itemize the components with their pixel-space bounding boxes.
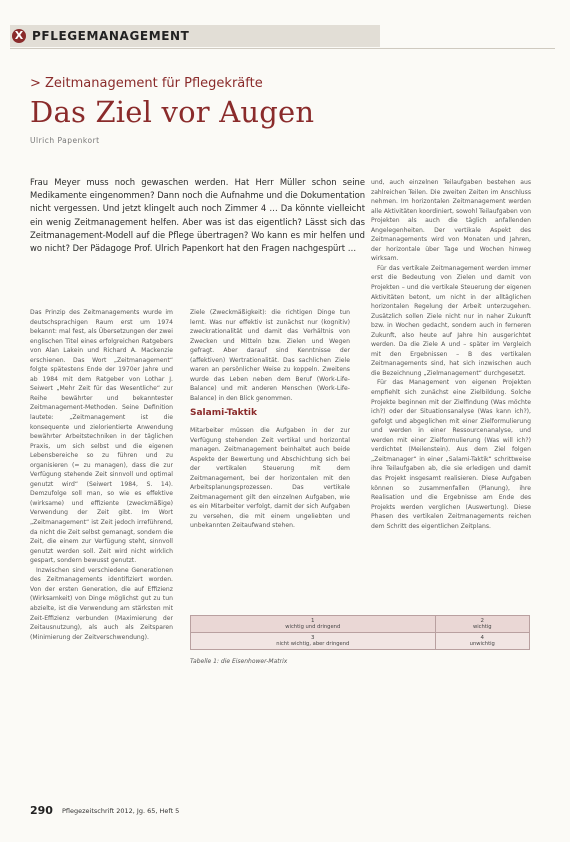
body-paragraph: Mitarbeiter müssen die Aufgaben in der zur Verfügung stehenden Zeit vertikal und horizontal managen. Zeitmanagement beinhaltet auch beide Aspekte der Bewertung und Abschichtung sich bei der vertikalen Steuerung mit dem Zeitmanagement, bei der horizontalen mit den Arbeitsplanungsprozessen. Das vertikale Zeitmanagement gilt den einzelnen Aufgaben, wie es ein Mitarbeiter verfolgt, damit der sich Aufgaben zu versehen, die mit einem ungeliebten und unbekannten Zeitaufwand stehen. xyxy=(190,427,350,530)
section-rule xyxy=(10,48,555,49)
body-column-2-bottom xyxy=(190,426,350,608)
table-cell xyxy=(435,633,529,650)
section-heading: PFLEGEMANAGEMENT xyxy=(32,29,190,43)
table-caption: Tabelle 1: die Eisenhower-Matrix xyxy=(190,658,288,665)
section-badge-icon: X xyxy=(12,29,26,43)
table-cell xyxy=(191,616,436,633)
cell-label: unwichtig xyxy=(469,641,495,647)
body-paragraph: Das Prinzip des Zeitmanagements wurde im deutschsprachigen Raum erst um 1974 bekannt: mal fest, als Übersetzungen der zwei englischen Titel eines erfolgreichen Ratgebers von Alan Lakein und Richard A. Mackenzie erschienen. Das Wort „Zeitmanagement“ folgte spätestens Ende der 1970er Jahre und ab 1984 mit dem Ratgeber von Lothar J. Seiwert „Mehr Zeit für das Wesentliche“ zur Reihe bewährter und bekanntester Zeitmanagement-Methoden. Seine Definition lautete: „Zeitmanagement ist die konsequente und zielorientierte Anwendung bewährter Arbeitstechniken in der täglichen Praxis, um sich selbst und die eigenen Lebensbereiche so zu führen und zu organisieren (= zu managen), dass die zur Verfügung stehende Zeit sinnvoll und optimal genutzt wird“ (Seiwert 1984, S. 14). Demzufolge soll man, so wie es effektive (wirksame) und effiziente (zweckmäßige) Verwendung der Zeit gibt. Im Wort „Zeitmanagement“ ist Zeit jedoch irreführend, da nicht die Zeit selbst gemanagt, sondern die Zeit, die einem zur Verfügung steht, sinnvoll genutzt werden soll. Zeit wird nicht wirklich gespart, sondern bewusst genutzt. xyxy=(30,309,173,565)
article-kicker: > Zeitmanagement für Pflegekräfte xyxy=(30,76,263,91)
table-cell xyxy=(191,633,436,650)
cell-label: wichtig und dringend xyxy=(285,624,341,630)
cell-number: 4 xyxy=(480,635,485,641)
body-column-1 xyxy=(30,308,173,838)
cell-label: wichtig xyxy=(472,624,492,630)
body-paragraph: Inzwischen sind verschiedene Generationen des Zeitmanagements identifiziert worden. Von der ersten Generation, die auf Effizienz (Wirksamkeit) von Dinge möglichst gut zu tun abzielte, ist die Verwendung am stärksten mit Zeit-Effizienz verbunden (Maximierung der Zeitausnutzung), als auch als Zeitsparen (Minimierung der Zeitverschwendung). xyxy=(30,566,173,641)
cell-number: 3 xyxy=(311,635,315,641)
journal-citation: Pflegezeitschrift 2012, Jg. 65, Heft 5 xyxy=(62,807,180,815)
article-title: Das Ziel vor Augen xyxy=(30,95,315,129)
eisenhower-matrix-table xyxy=(190,615,530,650)
article-author: Ulrich Papenkort xyxy=(30,136,100,145)
body-paragraph: Für das vertikale Zeitmanagement werden immer erst die Bedeutung von Zielen und damit von Projekten – und die vertikale Steuerung der eigenen Aktivitäten betont, um nicht in der alltäglichen horizontalen Regelung der Arbeit unterzugehen. Zusätzlich sollen Ziele nicht nur in naher Zukunft bzw. in Wochen gedacht, sondern auch in ferneren Zukunft, also heute auf Jahre hin ausgerichtet werden. Da die Ziele A und – später im Vergleich mit den Ergebnissen – B des vertikalen Zeitmanagements sind, hat sich inzwischen auch die Bezeichnung „Zielmanagement“ durchgesetzt. xyxy=(371,264,531,377)
cell-number: 2 xyxy=(480,618,485,624)
table-row xyxy=(191,616,530,633)
body-paragraph: und, auch einzelnen Teilaufgaben bestehen aus zahlreichen Teilen. Die zweiten Zeiten im Anschluss nehmen. Im horizontalen Zeitmanagement werden alle Aktivitäten koordiniert, sowohl Teilaufgaben von Projekten als auch die täglich anfallenden Angelegenheiten. Der vertikale Aspekt des Zeitmanagements wird von Monaten und Jahren, der horizontale über Tage und Wochen hinweg wirksam. xyxy=(371,179,531,263)
body-column-3 xyxy=(371,178,531,788)
body-paragraph: Für das Management von eigenen Projekten empfiehlt sich zunächst eine Zielbildung. Solche Projekte beginnen mit der Zielfindung (Was möchte ich?) oder der Situationsanalyse (Was kann ich?), gefolgt und abgeglichen mit einer Zielformulierung und werden in einer Ressourcenanalyse, und werden mit einer Zielformulierung (Was will ich?) verdichtet (Meilenstein). Aus dem Ziel folgen „Zeitmanager“ in einer „Salami-Taktik“ schrittweise ihre Teilaufgaben ab, die sie erledigen und damit das Projekt insgesamt realisieren. Diese Aufgaben können so zusammenfallen (Planung), ihre Realisation und die Ergebnisse am Ende des Projekts werden verglichen (Auswertung). Diese Phasen des vertikalen Zeitmanagements reichen dem Schritt des eigentlichen Zeitplans. xyxy=(371,379,531,530)
body-paragraph: Ziele (Zweckmäßigkeit): die richtigen Dinge tun lernt. Was nur effektiv ist zunächst nur (kognitiv) zweckrationalität und damit das Verhältnis von Zwecken und Mitteln bzw. Zielen und Wegen gefragt. Aber darauf sind Kenntnisse der (affektiven) Wertrationalität. Das sachlichen Ziele waren an persönlicher Weise zu koppeln. Zweitens wurde das Leben neben dem Beruf (Work-Life-Balance) und mit anderen Menschen (Work-Life-Balance) in den Blick genommen. xyxy=(190,309,350,402)
cell-label: nicht wichtig, aber dringend xyxy=(276,641,350,647)
body-column-2-top xyxy=(190,308,350,408)
subheading: Salami-Taktik xyxy=(190,408,257,418)
table-cell xyxy=(435,616,529,633)
article-lead: Frau Meyer muss noch gewaschen werden. Hat Herr Müller schon seine Medikamente eingenommen? Dann noch die Aufnahme und die Dokumentation nicht vergessen. Und jetzt klingelt auch noch Zimmer 4 … Da könnte vielleicht ein wenig Zeitmanagement helfen. Aber was ist das eigentlich? Lässt sich das Zeitmanagement-Modell auf die Pflege übertragen? Wo kann es mir helfen und wo nicht? Der Pädagoge Prof. Ulrich Papenkort hat den Fragen nachgespürt … xyxy=(30,177,365,254)
cell-number: 1 xyxy=(311,618,315,624)
table-row xyxy=(191,633,530,650)
page-number: 290 xyxy=(30,804,53,817)
